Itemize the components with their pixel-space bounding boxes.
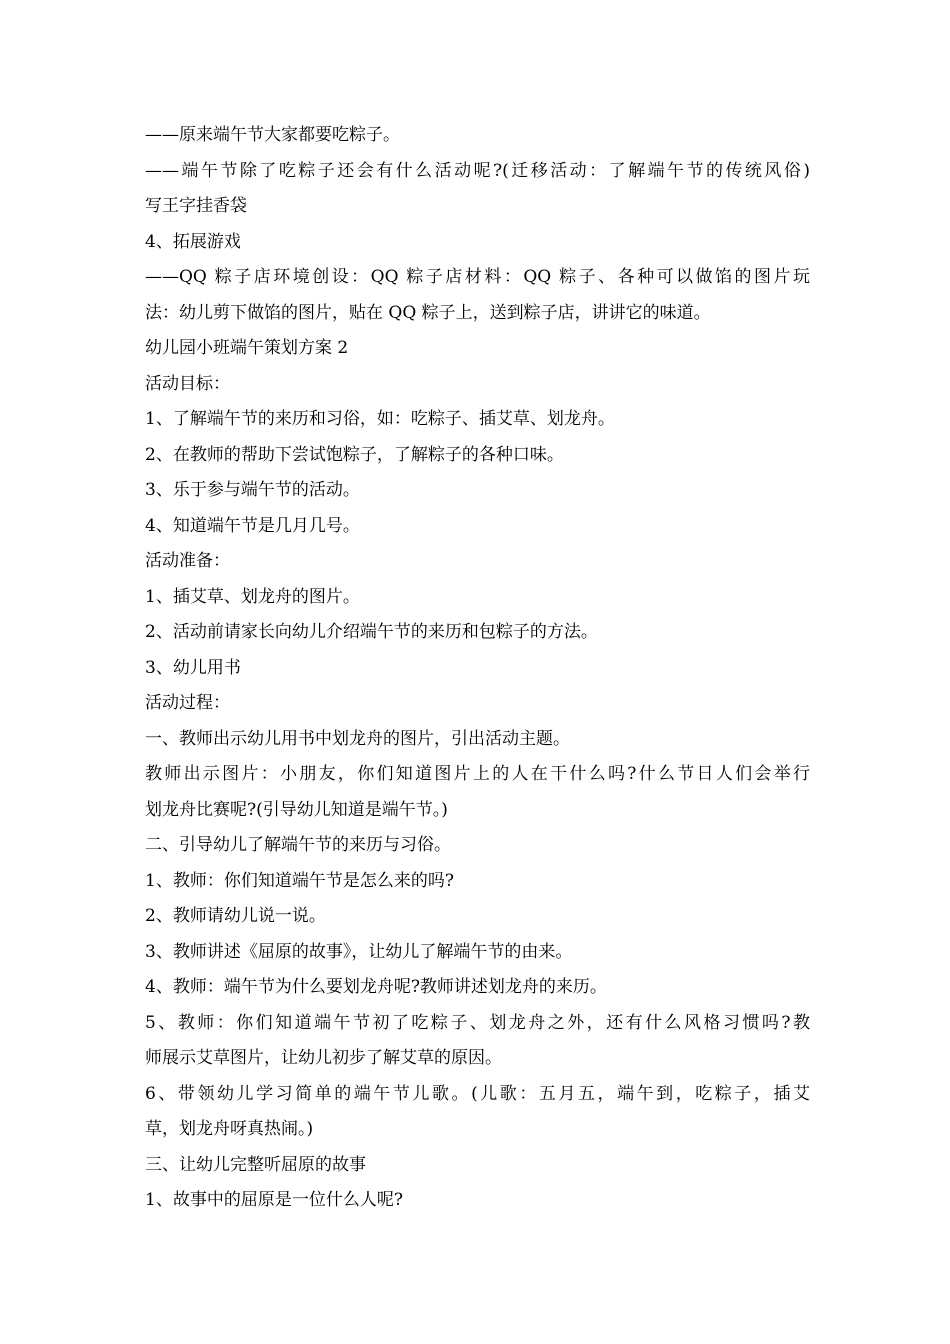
section-heading: 活动准备：: [145, 551, 230, 571]
list-item: 1、故事中的屈原是一位什么人呢?: [145, 1190, 403, 1210]
list-item: 2、在教师的帮助下尝试饱粽子，了解粽子的各种口味。: [145, 444, 564, 465]
list-item: 2、活动前请家长向幼儿介绍端午节的来历和包粽子的方法。: [145, 622, 598, 642]
list-item: 3、幼儿用书: [145, 657, 241, 678]
text-line: 教师出示图片：小朋友，你们知道图片上的人在干什么吗?什么节日人们会举行: [145, 764, 810, 784]
text-line: ——端午节除了吃粽子还会有什么活动呢?(迁移活动：了解端午节的传统风俗): [145, 160, 810, 181]
text-line: 法：幼儿剪下做馅的图片，贴在 QQ 粽子上，送到粽子店，讲讲它的味道。: [145, 302, 711, 323]
document-title: 幼儿园小班端午策划方案 2: [145, 338, 349, 358]
step-heading: 三、让幼儿完整听屈原的故事: [145, 1154, 366, 1175]
text-line: 划龙舟比赛呢?(引导幼儿知道是端午节。): [145, 799, 448, 820]
list-item: 1、插艾草、划龙舟的图片。: [145, 586, 360, 607]
list-item: 4、教师：端午节为什么要划龙舟呢?教师讲述划龙舟的来历。: [145, 977, 607, 997]
list-item: 5、教师：你们知道端午节初了吃粽子、划龙舟之外，还有什么风格习惯吗?教: [145, 1012, 810, 1033]
text-line: ——原来端午节大家都要吃粽子。: [145, 125, 400, 145]
list-item: 3、乐于参与端午节的活动。: [145, 480, 360, 500]
list-item: 2、教师请幼儿说一说。: [145, 906, 326, 926]
section-heading: 4、拓展游戏: [145, 231, 241, 252]
text-line: 师展示艾草图片，让幼儿初步了解艾草的原因。: [145, 1048, 502, 1068]
text-line: 写王字挂香袋: [145, 196, 247, 216]
document-body: [145, 118, 810, 1219]
list-item: 3、教师讲述《屈原的故事》，让幼儿了解端午节的由来。: [145, 941, 573, 962]
text-line: ——QQ 粽子店环境创设：QQ 粽子店材料：QQ 粽子、各种可以做馅的图片玩: [145, 267, 810, 287]
list-item: 1、了解端午节的来历和习俗，如：吃粽子、插艾草、划龙舟。: [145, 409, 615, 429]
list-item: 1、教师：你们知道端午节是怎么来的吗?: [145, 870, 454, 891]
list-item: 6、带领幼儿学习简单的端午节儿歌。(儿歌：五月五，端午到，吃粽子，插艾: [145, 1083, 810, 1104]
section-heading: 活动目标：: [145, 373, 230, 394]
step-heading: 二、引导幼儿了解端午节的来历与习俗。: [145, 835, 451, 855]
list-item: 4、知道端午节是几月几号。: [145, 515, 360, 536]
step-heading: 一、教师出示幼儿用书中划龙舟的图片，引出活动主题。: [145, 728, 570, 749]
text-line: 草，划龙舟呀真热闹。): [145, 1119, 314, 1139]
section-heading: 活动过程：: [145, 693, 230, 713]
